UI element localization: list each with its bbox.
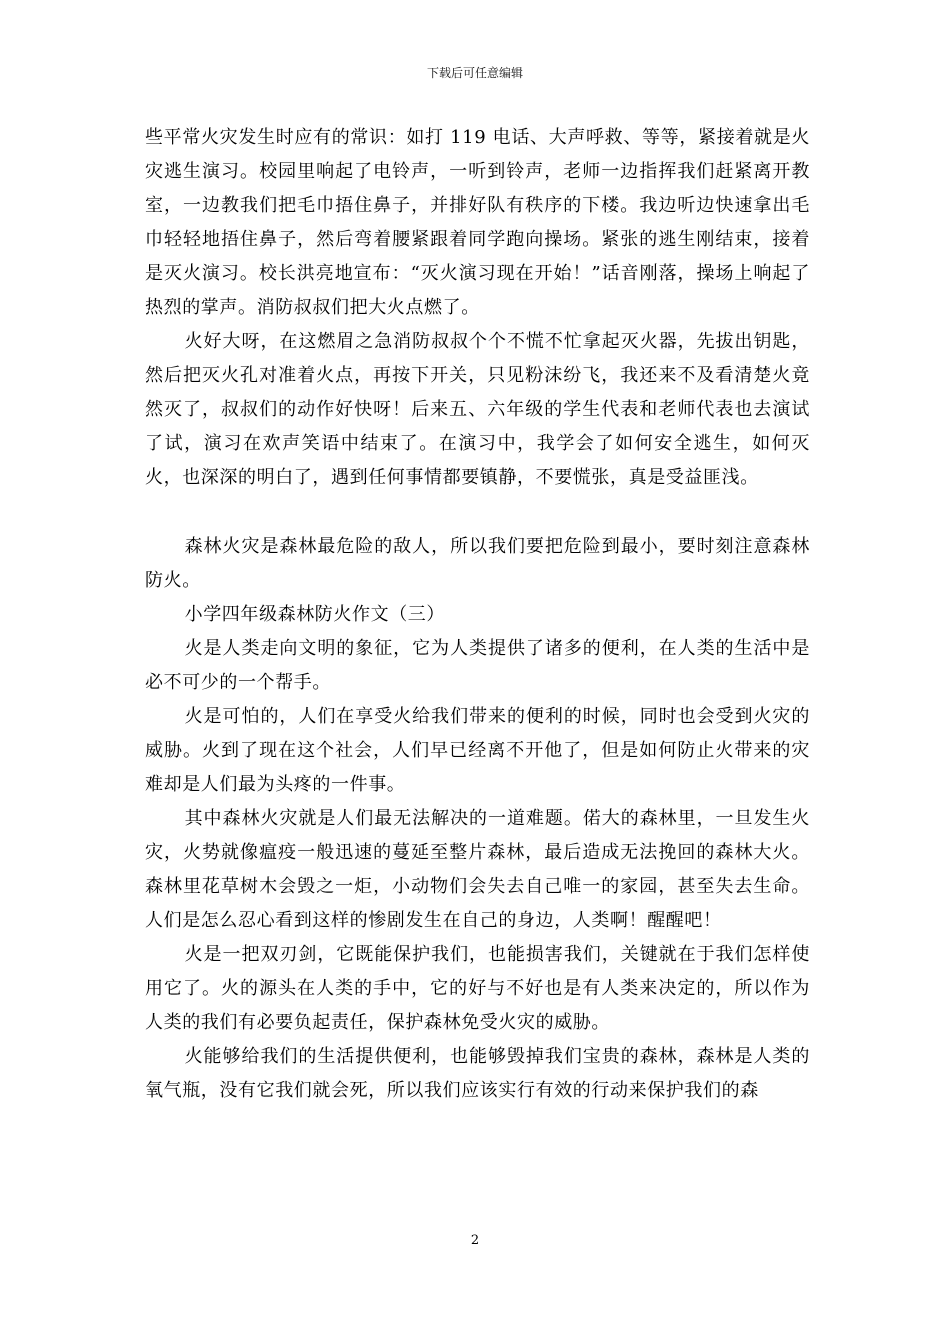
paragraph: 其中森林火灾就是人们最无法解决的一道难题。偌大的森林里，一旦发生火灾，火势就像瘟疫一般迅速的蔓延至整片森林，最后造成无法挽回的森林大火。森林里花草树木会毁之一炬，小动物们会失去自己唯一的家园，甚至失去生命。人们是怎么忍心看到这样的惨剧发生在自己的身边，人类啊！醒醒吧！ <box>145 808 810 931</box>
paragraph: 森林火灾是森林最危险的敌人，所以我们要把危险到最小，要时刻注意森林防火。 <box>145 536 810 591</box>
page-header: 下载后可任意编辑 <box>426 66 523 80</box>
paragraph: 火是人类走向文明的象征，它为人类提供了诸多的便利，在人类的生活中是必不可少的一个帮手。 <box>145 638 810 693</box>
section-title: 小学四年级森林防火作文（三） <box>184 604 445 625</box>
paragraph: 火是可怕的，人们在享受火给我们带来的便利的时候，同时也会受到火灾的威胁。火到了现在这个社会，人们早已经离不开他了，但是如何防止火带来的灾难却是人们最为头疼的一件事。 <box>145 706 810 795</box>
paragraph: 火是一把双刃剑，它既能保护我们，也能损害我们，关键就在于我们怎样使用它了。火的源头在人类的手中，它的好与不好也是有人类来决定的，所以作为人类的我们有必要负起责任，保护森林免受火灾的威胁。 <box>145 944 810 1033</box>
page-number: 2 <box>470 1233 480 1248</box>
paragraph-continuation: 些平常火灾发生时应有的常识：如打 119 电话、大声呼救、等等，紧接着就是火灾逃生演习。校园里响起了电铃声，一听到铃声，老师一边指挥我们赶紧离开教室，一边教我们把毛巾捂住鼻子，并排好队有秩序的下楼。我边听边快速拿出毛巾轻轻地捂住鼻子，然后弯着腰紧跟着同学跑向操场。紧张的逃生刚结束，接着是灭火演习。校长洪亮地宣布：“灭火演习现在开始！”话音刚落，操场上响起了热烈的掌声。消防叔叔们把大火点燃了。 <box>145 127 810 318</box>
paragraph: 火能够给我们的生活提供便利，也能够毁掉我们宝贵的森林，森林是人类的氧气瓶，没有它我们就会死，所以我们应该实行有效的行动来保护我们的森 <box>145 1046 810 1101</box>
paragraph: 火好大呀，在这燃眉之急消防叔叔个个不慌不忙拿起灭火器，先拔出钥匙，然后把灭火孔对准着火点，再按下开关，只见粉沫纷飞，我还来不及看清楚火竟然灭了，叔叔们的动作好快呀！后来五、六年级的学生代表和老师代表也去演试了试，演习在欢声笑语中结束了。在演习中，我学会了如何安全逃生，如何灭火，也深深的明白了，遇到任何事情都要镇静，不要慌张，真是受益匪浅。 <box>145 331 810 488</box>
document-body <box>145 121 810 1108</box>
